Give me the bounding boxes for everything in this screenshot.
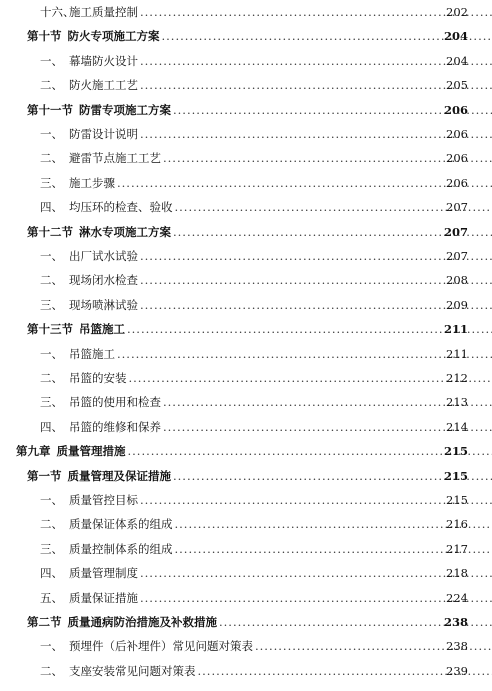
toc-entry-number: 第九章 — [16, 444, 51, 459]
toc-entry-page-number: 204 — [443, 29, 468, 44]
toc-entry-number: 第十三节 — [27, 322, 73, 337]
toc-entry-item[interactable] — [0, 124, 492, 144]
dot-leader — [175, 517, 492, 534]
toc-entry-page-number: 238 — [446, 639, 468, 654]
toc-entry-item[interactable] — [0, 417, 492, 437]
toc-entry-number: 一、 — [40, 53, 63, 68]
toc-entry-item[interactable] — [0, 661, 492, 681]
toc-entry-title: 现场闭水检查 — [69, 273, 138, 288]
dot-leader — [129, 371, 492, 388]
dot-leader — [117, 176, 492, 193]
toc-entry-number: 一、 — [40, 346, 63, 361]
toc-entry-page-number: 206 — [446, 151, 468, 166]
toc-entry-heading — [40, 273, 138, 290]
toc-entry-page-number: 207 — [443, 224, 468, 239]
dot-leader — [140, 298, 492, 315]
dot-leader — [117, 347, 492, 364]
toc-entry-page-number: 205 — [446, 78, 468, 93]
toc-entry-heading — [40, 664, 196, 681]
toc-entry-page-number: 211 — [446, 346, 468, 361]
toc-entry-number: 四、 — [40, 419, 63, 434]
toc-entry-title: 质量管理制度 — [69, 566, 138, 581]
toc-entry-number: 一、 — [40, 639, 63, 654]
toc-entry-item[interactable] — [0, 270, 492, 290]
toc-entry-number: 二、 — [40, 273, 63, 288]
toc-entry-page-number: 216 — [446, 517, 468, 532]
dot-leader — [140, 493, 492, 510]
toc-entry-number: 第二节 — [27, 615, 62, 629]
toc-entry-item[interactable] — [0, 51, 492, 71]
toc-entry-section[interactable] — [0, 612, 492, 632]
toc-entry-title: 质量保证体系的组成 — [69, 517, 173, 532]
toc-entry-number: 三、 — [40, 541, 63, 556]
toc-entry-heading — [40, 591, 138, 608]
toc-entry-number: 一、 — [40, 127, 63, 141]
toc-entry-heading — [40, 420, 161, 437]
toc-entry-title: 吊篮施工 — [79, 322, 125, 337]
dot-leader — [175, 542, 492, 559]
toc-entry-item[interactable] — [0, 75, 492, 95]
toc-entry-page-number: 214 — [446, 419, 468, 434]
dot-leader — [128, 444, 492, 461]
dot-leader — [140, 249, 492, 266]
toc-entry-item[interactable] — [0, 173, 492, 193]
toc-entry-number: 四、 — [40, 566, 63, 581]
toc-entry-page-number: 206 — [446, 175, 468, 190]
toc-entry-number: 二、 — [40, 517, 63, 532]
toc-entry-page-number: 208 — [446, 273, 468, 288]
dot-leader — [163, 420, 492, 437]
toc-entry-section[interactable] — [0, 319, 492, 339]
dot-leader — [127, 322, 492, 339]
toc-entry-title: 淋水专项施工方案 — [79, 224, 171, 239]
toc-entry-title: 预埋件（后补埋件）常见问题对策表 — [69, 639, 253, 654]
toc-entry-title: 出厂试水试验 — [69, 249, 138, 263]
toc-entry-number: 十六、 — [40, 5, 75, 19]
toc-entry-item[interactable] — [0, 344, 492, 364]
toc-entry-heading — [40, 371, 127, 388]
toc-entry-page-number: 215 — [443, 468, 468, 483]
toc-entry-number: 五、 — [40, 590, 63, 605]
toc-entry-title: 吊篮施工 — [69, 346, 115, 361]
toc-entry-item[interactable] — [0, 368, 492, 388]
toc-entry-title: 防雷专项施工方案 — [79, 102, 171, 117]
toc-entry-number: 一、 — [40, 249, 63, 263]
toc-entry-section[interactable] — [0, 100, 492, 120]
toc-entry-page-number: 206 — [443, 102, 468, 117]
dot-leader — [140, 127, 492, 144]
toc-entry-page-number: 207 — [446, 200, 468, 215]
toc-entry-heading — [40, 298, 138, 315]
toc-entry-heading — [27, 225, 171, 242]
toc-entry-item[interactable] — [0, 514, 492, 534]
toc-entry-heading — [40, 176, 115, 193]
toc-entry-item[interactable] — [0, 392, 492, 412]
toc-entry-heading — [40, 517, 173, 534]
dot-leader — [140, 5, 492, 22]
toc-entry-page-number: 211 — [443, 322, 468, 337]
toc-entry-title: 施工质量控制 — [69, 5, 138, 19]
toc-entry-item[interactable] — [0, 197, 492, 217]
toc-entry-page-number: 207 — [446, 249, 468, 263]
toc-entry-heading — [40, 347, 115, 364]
toc-entry-heading — [40, 127, 138, 144]
toc-entry-page-number: 202 — [446, 5, 468, 19]
toc-entry-chapter[interactable] — [0, 441, 492, 461]
toc-entry-heading — [27, 469, 171, 486]
dot-leader — [140, 78, 492, 95]
toc-entry-heading — [27, 615, 217, 632]
toc-entry-heading — [27, 322, 125, 339]
toc-entry-title: 支座安装常见问题对策表 — [69, 663, 196, 678]
dot-leader — [162, 29, 492, 46]
toc-entry-page-number: 213 — [446, 395, 468, 410]
toc-entry-heading — [40, 566, 138, 583]
toc-entry-number: 二、 — [40, 151, 63, 166]
toc-entry-title: 防雷设计说明 — [69, 127, 138, 141]
toc-entry-heading — [40, 639, 253, 656]
toc-entry-item[interactable] — [0, 636, 492, 656]
toc-entry-heading — [40, 151, 161, 168]
toc-entry-number: 第十节 — [27, 29, 62, 44]
toc-entry-page-number: 204 — [446, 53, 468, 68]
toc-entry-title: 避雷节点施工工艺 — [69, 151, 161, 166]
toc-entry-title: 现场喷淋试验 — [69, 297, 138, 312]
toc-entry-number: 三、 — [40, 175, 63, 190]
toc-entry-title: 质量通病防治措施及补救措施 — [67, 615, 217, 629]
toc-entry-heading — [40, 5, 138, 22]
toc-entry-number: 三、 — [40, 395, 63, 410]
toc-entry-number: 四、 — [40, 200, 63, 215]
toc-entry-page-number: 218 — [446, 566, 468, 581]
toc-entry-title: 质量管理及保证措施 — [67, 468, 171, 483]
toc-entry-title: 质量保证措施 — [69, 590, 138, 605]
toc-entry-item[interactable] — [0, 563, 492, 583]
toc-entry-title: 吊篮的安装 — [69, 371, 127, 385]
toc-entry-heading — [27, 29, 160, 46]
toc-entry-number: 二、 — [40, 78, 63, 93]
dot-leader — [175, 200, 492, 217]
toc-entry-title: 质量管控目标 — [69, 493, 138, 507]
toc-entry-title: 质量控制体系的组成 — [69, 541, 173, 556]
toc-entry-title: 防火施工工艺 — [69, 78, 138, 93]
toc-entry-item[interactable] — [0, 295, 492, 315]
toc-entry-section[interactable] — [0, 26, 492, 46]
toc-entry-section[interactable] — [0, 222, 492, 242]
toc-entry-title: 质量管理措施 — [56, 444, 126, 459]
toc-entry-item[interactable] — [0, 539, 492, 559]
toc-entry-page-number: 212 — [446, 371, 468, 385]
dot-leader — [140, 566, 492, 583]
toc-entry-heading — [27, 103, 171, 120]
toc-entry-title: 幕墙防火设计 — [69, 53, 138, 68]
toc-entry-page-number: 215 — [446, 493, 468, 507]
toc-entry-page-number: 215 — [443, 444, 468, 459]
toc-entry-heading — [40, 493, 138, 510]
toc-entry-page-number: 209 — [446, 297, 468, 312]
toc-entry-number: 二、 — [40, 663, 63, 678]
toc-entry-page-number: 239 — [446, 663, 468, 678]
dot-leader — [140, 273, 492, 290]
toc-entry-number: 第十一节 — [27, 102, 73, 117]
toc-entry-title: 吊篮的使用和检查 — [69, 395, 161, 410]
toc-entry-heading — [40, 78, 138, 95]
toc-entry-item[interactable] — [0, 490, 492, 510]
toc-entry-heading — [16, 444, 126, 461]
dot-leader — [163, 151, 492, 168]
toc-entry-number: 一、 — [40, 493, 63, 507]
toc-entry-page-number: 224 — [446, 590, 468, 605]
toc-entry-item[interactable] — [0, 2, 492, 22]
toc-entry-page-number: 238 — [443, 615, 468, 629]
toc-entry-heading — [40, 395, 161, 412]
toc-entry-heading — [40, 249, 138, 266]
toc-entry-title: 均压环的检查、验收 — [69, 200, 173, 215]
toc-entry-heading — [40, 54, 138, 71]
toc-entry-section[interactable] — [0, 466, 492, 486]
toc-entry-number: 第十二节 — [27, 224, 73, 239]
dot-leader — [163, 395, 492, 412]
toc-entry-number: 第一节 — [27, 468, 62, 483]
toc-entry-title: 施工步骤 — [69, 175, 115, 190]
dot-leader — [140, 54, 492, 71]
toc-entry-item[interactable] — [0, 246, 492, 266]
toc-entry-item[interactable] — [0, 148, 492, 168]
toc-entry-item[interactable] — [0, 588, 492, 608]
toc-entry-heading — [40, 542, 173, 559]
toc-entry-number: 二、 — [40, 371, 63, 385]
toc-entry-number: 三、 — [40, 297, 63, 312]
toc-entry-page-number: 217 — [446, 541, 468, 556]
toc-entry-title: 防火专项施工方案 — [67, 29, 160, 44]
toc-entry-title: 吊篮的维修和保养 — [69, 419, 161, 434]
toc-entry-page-number: 206 — [446, 127, 468, 141]
dot-leader — [140, 591, 492, 608]
toc-entry-heading — [40, 200, 173, 217]
